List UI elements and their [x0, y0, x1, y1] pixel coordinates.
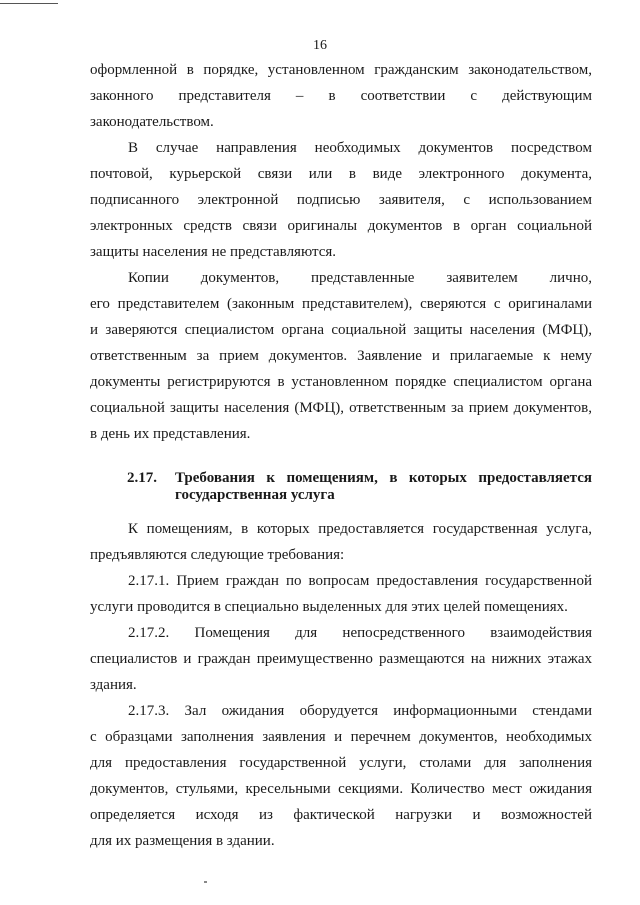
text-line: социальной защиты населения (МФЦ), ответственным за прием документов,	[90, 400, 592, 416]
text-line: специалистов и граждан преимущественно размещаются на нижних этажах	[90, 651, 592, 667]
text-line: законодательством.	[90, 114, 214, 130]
text-line: 2.17.3. Зал ожидания оборудуется информационными стендами	[128, 703, 592, 719]
text-line: документы регистрируются в установленном порядке специалистом органа	[90, 374, 592, 390]
text-line: почтовой, курьерской связи или в виде электронного документа,	[90, 166, 592, 182]
text-line: определяется исходя из фактической нагрузки и возможностей	[90, 807, 592, 823]
scan-speck	[204, 881, 207, 883]
text-line: К помещениям, в которых предоставляется государственная услуга,	[128, 521, 592, 537]
text-line: электронных средств связи оригиналы документов в орган социальной	[90, 218, 592, 234]
text-line: подписанного электронной подписью заявителя, с использованием	[90, 192, 592, 208]
text-line: Копии документов, представленные заявителем лично,	[128, 270, 592, 286]
text-line: его представителем (законным представителем), сверяются с оригиналами	[90, 296, 592, 312]
text-line: для их размещения в здании.	[90, 833, 275, 849]
text-line: в день их представления.	[90, 426, 251, 442]
text-line: услуги проводится в специально выделенных для этих целей помещениях.	[90, 599, 568, 615]
text-line: и заверяются специалистом органа социальной защиты населения (МФЦ),	[90, 322, 592, 338]
page-number: 16	[313, 38, 327, 53]
text-line: 2.17.1. Прием граждан по вопросам предоставления государственной	[128, 573, 592, 589]
section-title-line: Требования к помещениям, в которых предоставляется	[175, 470, 592, 486]
text-line: ответственным за прием документов. Заявление и прилагаемые к нему	[90, 348, 592, 364]
text-line: для предоставления государственной услуги, столами для заполнения	[90, 755, 592, 771]
text-line: защиты населения не представляются.	[90, 244, 337, 260]
section-title-line: государственная услуга	[175, 487, 335, 503]
text-line: 2.17.2. Помещения для непосредственного взаимодействия	[128, 625, 592, 641]
text-line: документов, стульями, кресельными секциями. Количество мест ожидания	[90, 781, 592, 797]
text-line: с образцами заполнения заявления и перечнем документов, необходимых	[90, 729, 592, 745]
text-line: В случае направления необходимых документов посредством	[128, 140, 592, 156]
section-number: 2.17.	[127, 470, 157, 486]
text-line: здания.	[90, 677, 137, 693]
text-line: законного представителя – в соответствии с действующим	[90, 88, 592, 104]
top-rule	[0, 3, 58, 4]
text-line: предъявляются следующие требования:	[90, 547, 345, 563]
text-line: оформленной в порядке, установленном гражданским законодательством,	[90, 62, 592, 78]
